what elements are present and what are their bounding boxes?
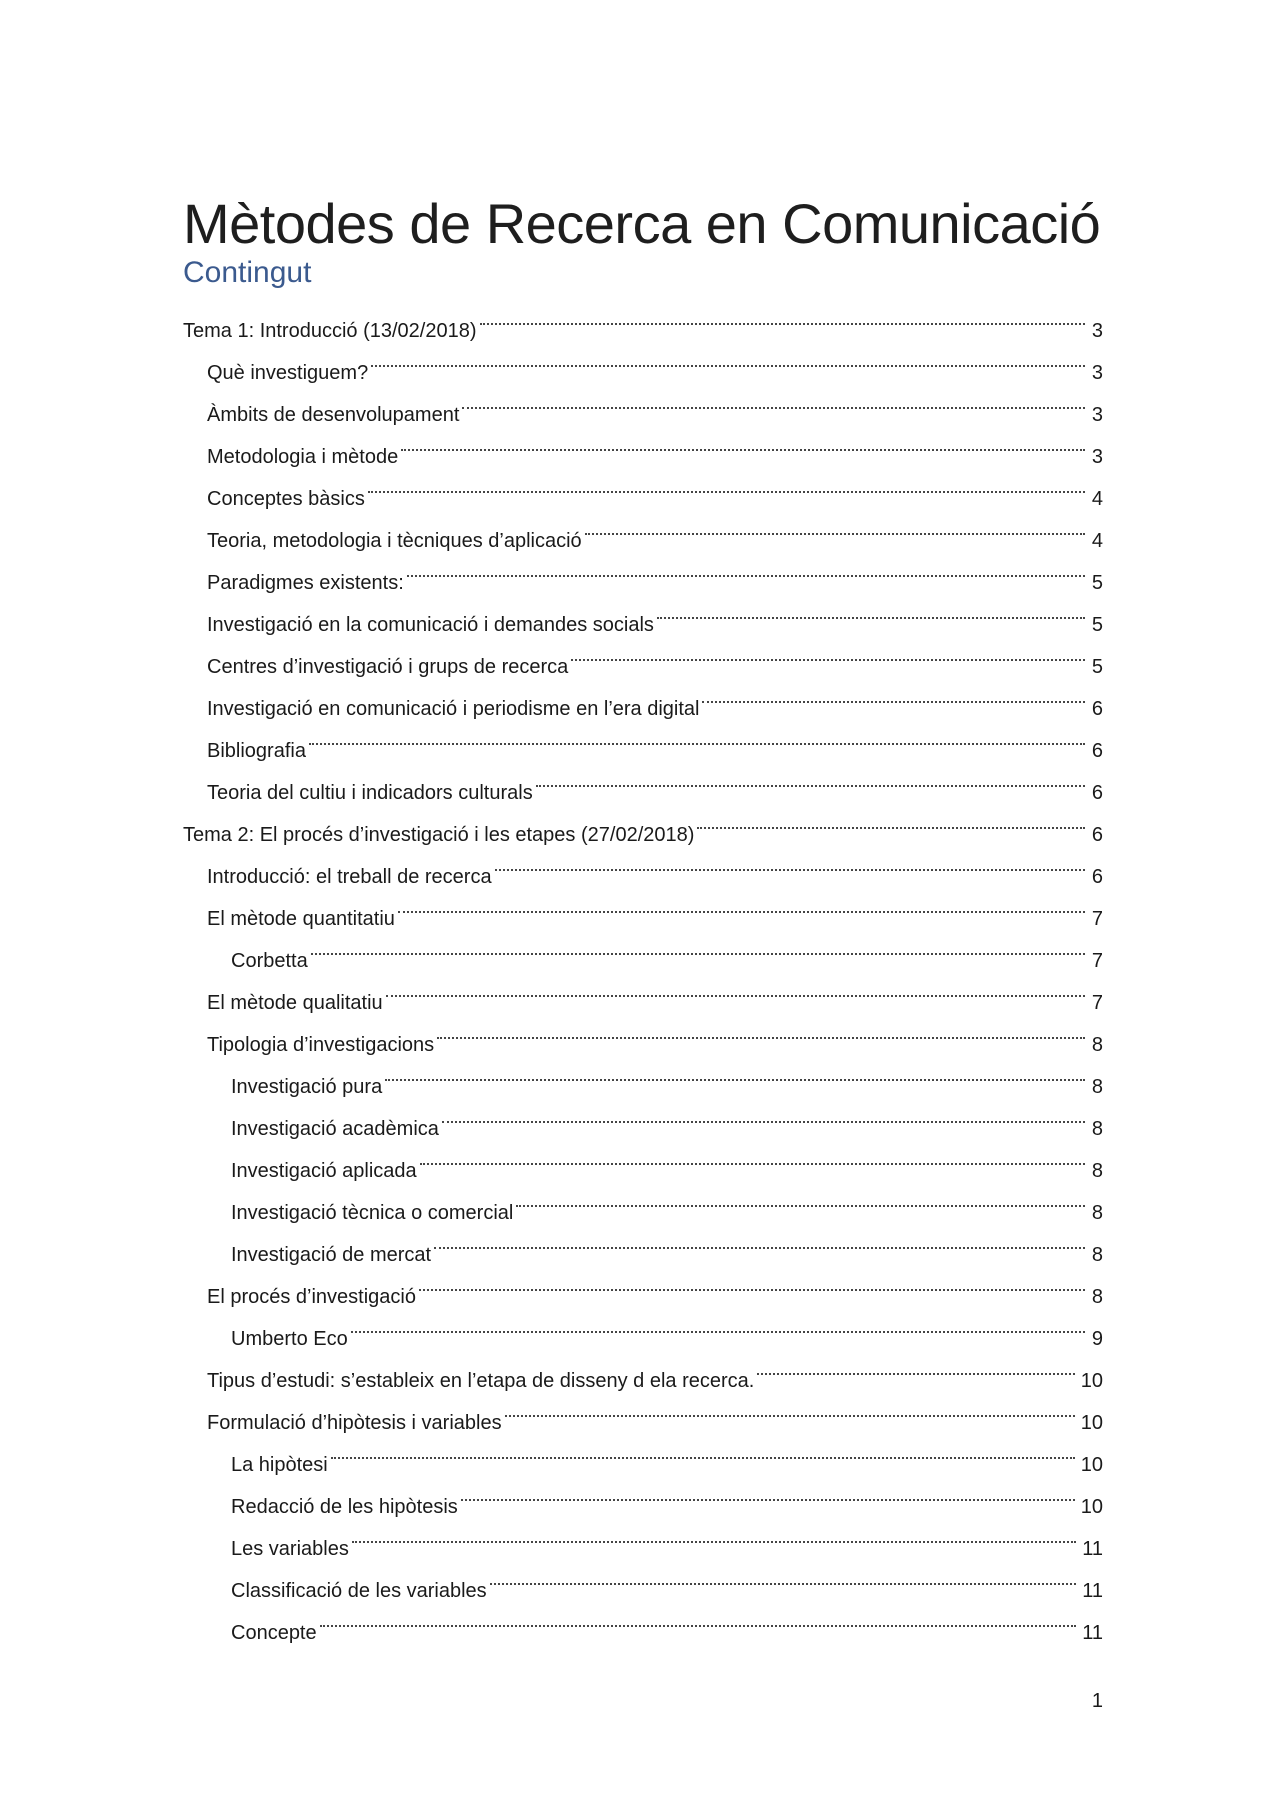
toc-dot-leader xyxy=(371,337,1085,379)
toc-entry-label: Investigació acadèmica xyxy=(231,1118,439,1140)
toc-entry-label: Teoria, metodologia i tècniques d’aplicació xyxy=(207,530,582,552)
toc-entry-page-number: 7 xyxy=(1091,950,1103,972)
toc-entry-label: Umberto Eco xyxy=(231,1328,348,1350)
toc-entry-label: Formulació d’hipòtesis i variables xyxy=(207,1412,502,1434)
toc-entry[interactable] xyxy=(183,295,1103,342)
toc-entry-page-number: 8 xyxy=(1091,1202,1103,1224)
toc-entry-page-number: 8 xyxy=(1091,1118,1103,1140)
toc-entry-label: Tema 1: Introducció (13/02/2018) xyxy=(183,320,477,342)
toc-dot-leader xyxy=(368,463,1085,505)
toc-entry-label: Les variables xyxy=(231,1538,349,1560)
toc-dot-leader xyxy=(462,379,1085,421)
page-number: 1 xyxy=(1091,1690,1103,1712)
toc-entry-page-number: 8 xyxy=(1091,1244,1103,1266)
toc-dot-leader xyxy=(757,1345,1074,1387)
toc-entry-label: Investigació en comunicació i periodisme en l’era digital xyxy=(207,698,700,720)
toc-entry-label: Centres d’investigació i grups de recerca xyxy=(207,656,569,678)
toc-dot-leader xyxy=(657,589,1085,631)
toc-dot-leader xyxy=(461,1471,1075,1513)
toc-entry-page-number: 5 xyxy=(1091,614,1103,636)
toc-entry-page-number: 10 xyxy=(1080,1370,1103,1392)
document-title: Mètodes de Recerca en Comunicació xyxy=(183,191,1101,255)
toc-entry-page-number: 11 xyxy=(1082,1580,1103,1602)
toc-entry-label: Redacció de les hipòtesis xyxy=(231,1496,458,1518)
toc-dot-leader xyxy=(516,1177,1085,1219)
toc-heading: Contingut xyxy=(183,256,312,289)
toc-entry-label: Introducció: el treball de recerca xyxy=(207,866,492,888)
toc-entry-label: Tipologia d’investigacions xyxy=(207,1034,435,1056)
toc-entry-label: Bibliografia xyxy=(207,740,306,762)
toc-dot-leader xyxy=(495,841,1085,883)
toc-dot-leader xyxy=(386,967,1085,1009)
toc-entry-label: Investigació en la comunicació i demandes socials xyxy=(207,614,654,636)
toc-dot-leader xyxy=(331,1429,1075,1471)
toc-entry-page-number: 10 xyxy=(1080,1454,1103,1476)
toc-entry-page-number: 8 xyxy=(1091,1160,1103,1182)
toc-entry[interactable] xyxy=(183,757,1103,804)
toc-entry-page-number: 11 xyxy=(1082,1622,1103,1644)
toc-entry-page-number: 8 xyxy=(1091,1076,1103,1098)
toc-entry-page-number: 6 xyxy=(1091,698,1103,720)
toc-entry-page-number: 4 xyxy=(1091,530,1103,552)
toc-dot-leader xyxy=(320,1597,1077,1639)
table-of-contents xyxy=(183,295,1103,1644)
toc-dot-leader xyxy=(480,295,1085,337)
toc-entry-label: Metodologia i mètode xyxy=(207,446,399,468)
toc-entry-page-number: 5 xyxy=(1091,656,1103,678)
toc-entry-label: Investigació tècnica o comercial xyxy=(231,1202,514,1224)
toc-entry-label: La hipòtesi xyxy=(231,1454,328,1476)
toc-dot-leader xyxy=(419,1261,1085,1303)
toc-entry-label: El mètode qualitatiu xyxy=(207,992,383,1014)
toc-entry-label: Tema 2: El procés d’investigació i les etapes (27/02/2018) xyxy=(183,824,695,846)
toc-dot-leader xyxy=(351,1303,1085,1345)
toc-dot-leader xyxy=(434,1219,1085,1261)
toc-entry-label: Corbetta xyxy=(231,950,308,972)
toc-dot-leader xyxy=(311,925,1085,967)
toc-dot-leader xyxy=(505,1387,1075,1429)
toc-entry-label: El procés d’investigació xyxy=(207,1286,416,1308)
toc-dot-leader xyxy=(352,1513,1076,1555)
toc-entry-page-number: 9 xyxy=(1091,1328,1103,1350)
toc-entry-page-number: 3 xyxy=(1091,362,1103,384)
toc-entry-page-number: 7 xyxy=(1091,992,1103,1014)
toc-dot-leader xyxy=(407,547,1085,589)
toc-entry-label: Teoria del cultiu i indicadors culturals xyxy=(207,782,533,804)
toc-entry-page-number: 6 xyxy=(1091,782,1103,804)
toc-entry-page-number: 6 xyxy=(1091,824,1103,846)
toc-dot-leader xyxy=(398,883,1085,925)
toc-entry-page-number: 10 xyxy=(1080,1496,1103,1518)
toc-entry-label: Investigació pura xyxy=(231,1076,383,1098)
toc-entry-label: Conceptes bàsics xyxy=(207,488,365,510)
toc-dot-leader xyxy=(442,1093,1085,1135)
toc-dot-leader xyxy=(420,1135,1085,1177)
toc-dot-leader xyxy=(385,1051,1085,1093)
toc-entry[interactable] xyxy=(183,715,1103,762)
toc-entry-label: Tipus d’estudi: s’estableix en l’etapa de disseny d ela recerca. xyxy=(207,1370,755,1392)
toc-entry-page-number: 6 xyxy=(1091,866,1103,888)
toc-entry-page-number: 3 xyxy=(1091,446,1103,468)
toc-entry-label: Àmbits de desenvolupament xyxy=(207,404,460,426)
toc-entry-label: El mètode quantitatiu xyxy=(207,908,395,930)
toc-entry-label: Concepte xyxy=(231,1622,317,1644)
toc-entry[interactable] xyxy=(183,925,1103,972)
toc-entry-label: Què investiguem? xyxy=(207,362,369,384)
toc-dot-leader xyxy=(437,1009,1085,1051)
toc-entry-page-number: 7 xyxy=(1091,908,1103,930)
toc-dot-leader xyxy=(702,673,1085,715)
toc-dot-leader xyxy=(697,799,1085,841)
toc-dot-leader xyxy=(309,715,1085,757)
toc-dot-leader xyxy=(536,757,1085,799)
toc-entry-page-number: 11 xyxy=(1082,1538,1103,1560)
toc-entry-page-number: 4 xyxy=(1091,488,1103,510)
toc-entry[interactable] xyxy=(183,967,1103,1014)
toc-entry-label: Investigació de mercat xyxy=(231,1244,432,1266)
toc-dot-leader xyxy=(401,421,1085,463)
toc-entry-page-number: 6 xyxy=(1091,740,1103,762)
toc-entry-page-number: 10 xyxy=(1080,1412,1103,1434)
toc-entry-page-number: 5 xyxy=(1091,572,1103,594)
toc-dot-leader xyxy=(490,1555,1077,1597)
toc-entry[interactable] xyxy=(183,1597,1103,1644)
toc-dot-leader xyxy=(585,505,1085,547)
toc-dot-leader xyxy=(571,631,1085,673)
toc-entry-label: Classificació de les variables xyxy=(231,1580,487,1602)
toc-entry-label: Investigació aplicada xyxy=(231,1160,417,1182)
toc-entry-page-number: 3 xyxy=(1091,320,1103,342)
toc-entry-page-number: 8 xyxy=(1091,1286,1103,1308)
toc-entry-page-number: 3 xyxy=(1091,404,1103,426)
toc-entry-page-number: 8 xyxy=(1091,1034,1103,1056)
toc-entry-label: Paradigmes existents: xyxy=(207,572,404,594)
